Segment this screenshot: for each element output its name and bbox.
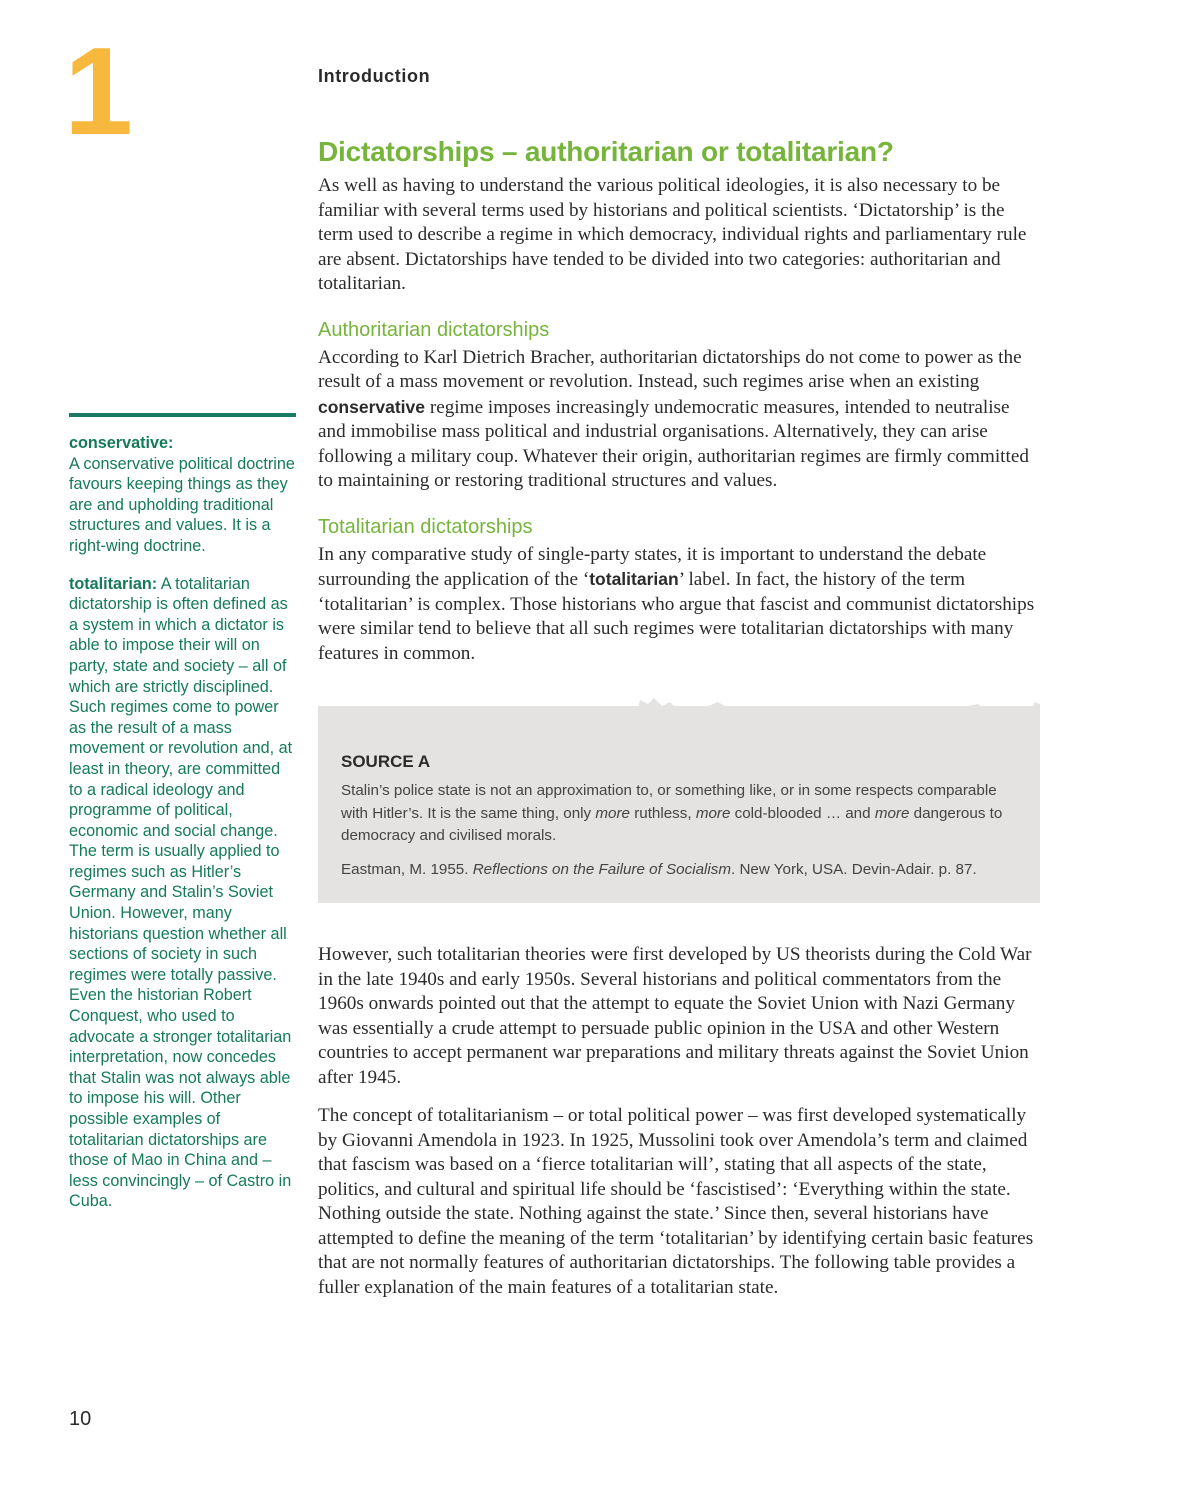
citation-title: Reflections on the Failure of Socialism [472,860,732,878]
glossary-term: conservative: [69,434,174,452]
quote-text-3: cold-blooded … and [730,804,875,822]
glossary-entry-conservative [69,433,296,557]
after-source-text [318,943,1040,1300]
quote-text-1: Stalin’s police state is not an approximation to, or something like, or in some respects comparable with Hitler’s. It is the same thing, only [341,782,997,822]
source-quote [341,780,1016,848]
page-number: 10 [69,1408,92,1430]
totalitarian-text-2: ’ label. In fact, the history of the term ‘totalitarian’ is complex. Those historians who argue that fascist and communist dictatorships were similar tend to believe that all such regimes were totalitarian dictatorships with many features in common. [318,569,1035,664]
keyword-conservative: conservative [318,396,426,417]
glossary-definition: A conservative political doctrine favours keeping things as they are and upholding traditional structures and values. It is a right-wing doctrine. [69,454,295,555]
page-heading: Dictatorships – authoritarian or totalitarian? [318,136,894,167]
authoritarian-heading: Authoritarian dictatorships [318,318,550,341]
source-box [318,706,1040,903]
totalitarian-text-1: In any comparative study of single-party states, it is important to understand the debate surrounding the application of the ‘ [318,543,987,590]
authoritarian-text-2: regime imposes increasingly undemocratic measures, intended to neutralise and immobilise mass political and industrial organisations. Alternatively, they can arise following a military coup. Whatever their origin, authoritarian regimes are firmly committed to maintaining or restoring traditional structures and values. [318,396,1029,491]
section-label: Introduction [318,66,431,86]
glossary-definition: A totalitarian dictatorship is often defined as a system in which a dictator is able to impose their will on party, state and society – all of which are strictly disciplined. Such regimes come to power as the result of a mass movement or revolution and, at least in theory, are committed to a radical ideology and programme of political, economic and social change. The term is usually applied to regimes such as Hitler’s Germany and Stalin’s Soviet Union. However, many historians question whether all sections of society in such regimes were totally passive. Even the historian Robert Conquest, who used to advocate a stronger totalitarian interpretation, now concedes that Stalin was not always able to impose his will. Other possible examples of totalitarian dictatorships are those of Mao in China and – less convincingly – of Castro in Cuba. [69,574,293,1211]
chapter-number: 1 [64,23,133,161]
source-citation [341,859,1016,882]
glossary-entry-totalitarian [69,574,296,1212]
citation-publisher: . New York, USA. Devin-Adair. p. 87. [731,860,977,878]
concept-paragraph: The concept of totalitarianism – or total political power – was first developed systematically by Giovanni Amendola in 1923. In 1925, Mussolini took over Amendola’s term and claimed that fascism was based on a ‘fierce totalitarian will’, stating that all aspects of the state, politics, and cultural and spiritual life should be ‘fascistised’: ‘Everything within the state. Nothing outside the state. Nothing against the state.’ Since then, several historians have attempted to define the meaning of the term ‘totalitarian’ by identifying certain basic features that are not normally features of authoritarian dictatorships. The following table provides a fuller explanation of the main features of a totalitarian state. [318,1105,1034,1298]
totalitarian-heading: Totalitarian dictatorships [318,515,533,538]
quote-emphasis-2: more [695,804,731,822]
quote-emphasis-1: more [595,804,630,822]
quote-text-4: dangerous to democracy and civilised morals. [341,804,1003,844]
keyword-totalitarian: totalitarian [589,569,679,589]
intro-paragraph: As well as having to understand the various political ideologies, it is also necessary to be familiar with several terms used by historians and political scientists. ‘Dictatorship’ is the term used to describe a regime in which democracy, individual rights and parliamentary rule are absent. Dictatorships have tended to be divided into two categories: authoritarian and totalitarian. [318,175,1027,294]
citation-author: Eastman, M. 1955. [341,860,473,878]
source-title: SOURCE A [341,752,431,771]
glossary-term: totalitarian: [69,574,158,593]
quote-emphasis-3: more [874,804,910,822]
authoritarian-paragraph [318,346,1040,494]
cold-war-paragraph: However, such totalitarian theories were first developed by US theorists during the Cold War in the late 1940s and early 1950s. Several historians and political commentators from the 1960s onwards pointed out that the attempt to equate the Soviet Union with Nazi Germany was essentially a crude attempt to persuade public opinion in the USA and other Western countries to accept permanent war preparations and military threats against the Soviet Union after 1945. [318,944,1032,1088]
torn-edge-decoration [318,696,1040,730]
quote-text-2: ruthless, [629,804,696,822]
glossary-sidebar [69,413,296,1212]
authoritarian-text-1: According to Karl Dietrich Bracher, authoritarian dictatorships do not come to power as the result of a mass movement or revolution. Instead, such regimes arise when an existing [318,346,1022,392]
totalitarian-paragraph [318,543,1040,667]
main-column [318,136,1040,1300]
